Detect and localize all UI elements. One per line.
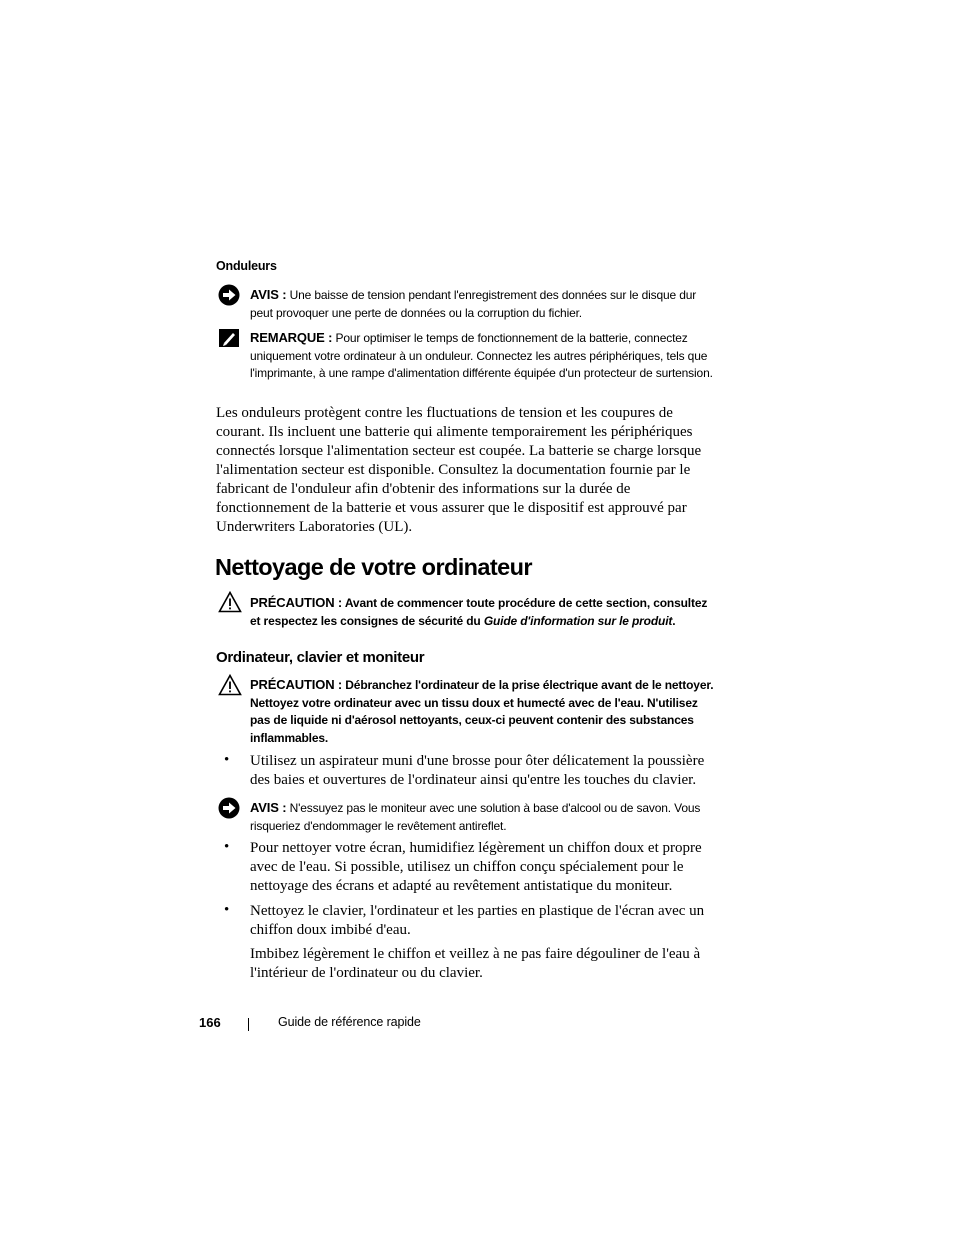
warning-triangle-icon bbox=[218, 674, 242, 696]
precaution-text: Avant de commencer toute procédure de cette section, consultez et respectez les consignes de sécurité du bbox=[250, 596, 708, 628]
section-heading-nettoyage: Nettoyage de votre ordinateur bbox=[215, 554, 532, 580]
notice-arrow-icon bbox=[218, 284, 242, 306]
avis-notice-2 bbox=[250, 799, 720, 835]
remarque-label: REMARQUE : bbox=[250, 330, 333, 345]
precaution-notice-1 bbox=[250, 594, 720, 630]
bullet-item-2: Pour nettoyer votre écran, humidifiez légèrement un chiffon doux et propre avec de l'eau. Si possible, utilisez un chiffon conçu spécialement pour le nettoyage des écrans et adapté au revêtement antistatique du moniteur. bbox=[250, 840, 702, 894]
avis-label: AVIS : bbox=[250, 287, 287, 302]
bullet-item-1: Utilisez un aspirateur muni d'une brosse pour ôter délicatement la poussière des baies et ouvertures de l'ordinateur ainsi qu'entre les touches du clavier. bbox=[250, 753, 705, 788]
subsection-heading-ordinateur: Ordinateur, clavier et moniteur bbox=[216, 649, 425, 666]
precaution-label: PRÉCAUTION : bbox=[250, 595, 343, 610]
precaution-text: Débranchez l'ordinateur de la prise électrique avant de le nettoyer. Nettoyez votre ordinateur avec un tissu doux et humecté avec de l'eau. N'utilisez pas de liquide ni d'aérosol nettoyants, ceux-ci peuvent contenir des substances inflammables. bbox=[250, 678, 714, 745]
avis-text: Une baisse de tension pendant l'enregistrement des données sur le disque dur peut provoquer une perte de données ou la corruption du fichier. bbox=[250, 288, 697, 320]
remarque-note bbox=[250, 329, 720, 383]
bullet-marker: • bbox=[224, 752, 230, 768]
precaution-notice-2 bbox=[250, 676, 720, 747]
footer-separator bbox=[248, 1018, 249, 1031]
avis-label: AVIS : bbox=[250, 800, 287, 815]
bullet-marker: • bbox=[224, 839, 230, 855]
warning-triangle-icon bbox=[218, 591, 242, 613]
page-number: 166 bbox=[199, 1015, 221, 1030]
avis-notice-1 bbox=[250, 286, 720, 322]
remarque-text: Pour optimiser le temps de fonctionnement de la batterie, connectez uniquement votre ordinateur à un onduleur. Connectez les autres périphériques, tels que l'imprimante, à une rampe d'alimentation différente équipée d'un protecteur de surtension. bbox=[250, 331, 713, 380]
section-heading-onduleurs: Onduleurs bbox=[216, 259, 277, 273]
precaution-period: . bbox=[672, 613, 676, 628]
precaution-label: PRÉCAUTION : bbox=[250, 677, 343, 692]
bullet-item-3-followup: Imbibez légèrement le chiffon et veillez à ne pas faire dégouliner de l'eau à l'intérieur de l'ordinateur ou du clavier. bbox=[250, 946, 701, 981]
note-pencil-icon bbox=[218, 328, 242, 350]
bullet-item-3: Nettoyez le clavier, l'ordinateur et les parties en plastique de l'écran avec un chiffon doux imbibé d'eau. bbox=[250, 903, 705, 938]
notice-arrow-icon bbox=[218, 797, 242, 819]
precaution-guide-title: Guide d'information sur le produit bbox=[483, 613, 673, 628]
avis-text: N'essuyez pas le moniteur avec une solution à base d'alcool ou de savon. Vous risqueriez d'endommager le revêtement antireflet. bbox=[250, 801, 701, 833]
onduleurs-body-paragraph: Les onduleurs protègent contre les fluctuations de tension et les coupures de courant. Ils incluent une batterie qui alimente temporairement les périphériques connectés lorsque l'alimentation secteur est coupée. La batterie se charge lorsque l'alimentation secteur est disponible. Consultez la documentation fournie par le fabricant de l'onduleur afin d'obtenir des informations sur la durée de fonctionnement de la batterie et vous assurer que le dispositif est approuvé par Underwriters Laboratories (UL). bbox=[216, 405, 702, 535]
bullet-marker: • bbox=[224, 902, 230, 918]
footer-guide-title: Guide de référence rapide bbox=[278, 1015, 421, 1029]
